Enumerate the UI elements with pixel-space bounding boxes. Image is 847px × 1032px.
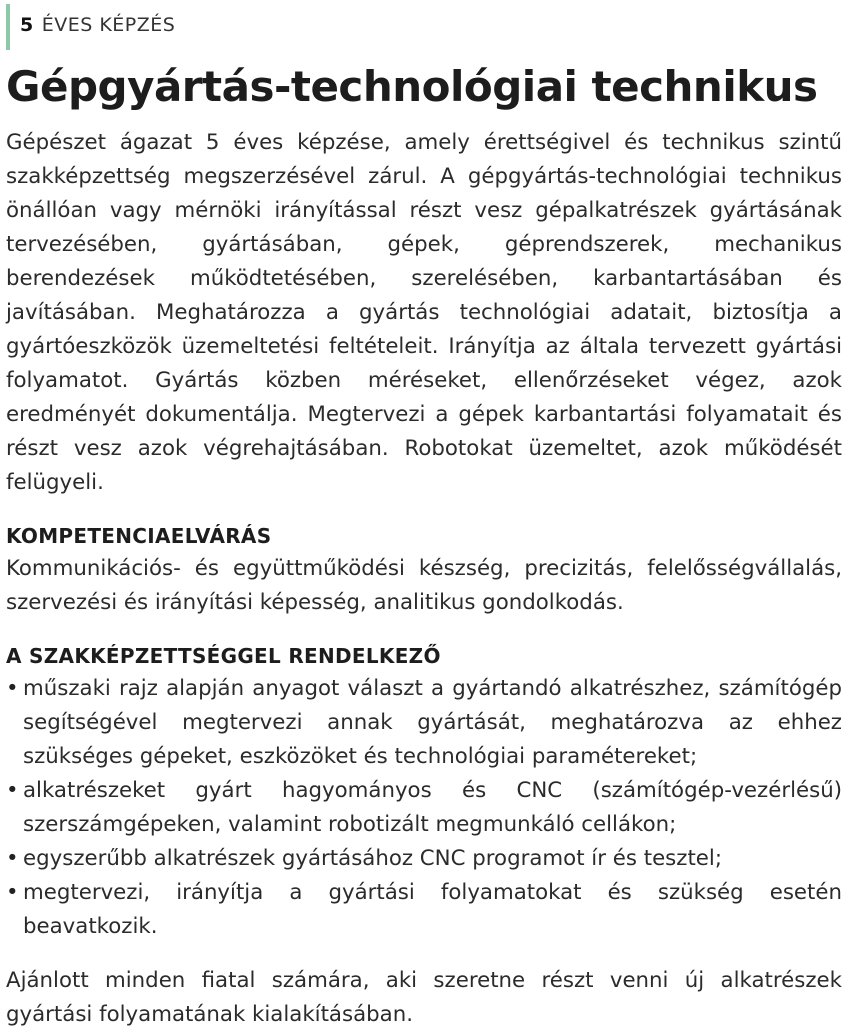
closing-paragraph: Ajánlott minden fiatal számára, aki szeretne részt venni új alkatrészek gyártási folyamatának kialakításában. <box>6 968 842 1027</box>
tag-accent-bar <box>6 4 10 50</box>
list-item: • egyszerűbb alkatrészek gyártásához CNC programot ír és tesztel; <box>6 842 842 876</box>
document-page <box>6 0 842 1032</box>
qualification-heading: A SZAKKÉPZETTSÉGGEL RENDELKEZŐ <box>6 644 441 668</box>
tag-number: 5 <box>20 14 34 36</box>
qualification-list <box>6 672 842 944</box>
list-item: • megtervezi, irányítja a gyártási folyamatokat és szükség esetén beavatkozik. <box>6 876 842 944</box>
list-item: • alkatrészeket gyárt hagyományos és CNC (számítógép-vezérlésű) szerszámgépeken, valamint robotizált megmunkáló cellákon; <box>6 774 842 842</box>
intro-paragraph: Gépészet ágazat 5 éves képzése, amely érettségivel és technikus szintű szakképzettség megszerzésével zárul. A gépgyártás-technológiai technikus önállóan vagy mérnöki irányítással részt vesz gépalkatrészek gyártásának tervezésében, gyártásában, gépek, géprendszerek, mechanikus berendezések működtetésében, szerelésében, karbantartásában és javításában. Meghatározza a gyártás technológiai adatait, biztosítja a gyártóeszközök üzemeltetési feltételeit. Irányítja az általa tervezett gyártási folyamatot. Gyártás közben méréseket, ellenőrzéseket végez, azok eredményét dokumentálja. Megtervezi a gépek karbantartási folyamatait és részt vesz azok végrehajtásában. Robotokat üzemeltet, azok működését felügyeli. <box>6 130 842 495</box>
competence-heading: KOMPETENCIAELVÁRÁS <box>6 524 272 548</box>
list-item: • műszaki rajz alapján anyagot választ a gyártandó alkatrészhez, számítógép segítségével megtervezi annak gyártását, meghatározva az ehhez szükséges gépeket, eszközöket és technológiai paramétereket; <box>6 672 842 774</box>
page-title: Gépgyártás-technológiai technikus <box>6 62 818 111</box>
competence-paragraph: Kommunikációs- és együttműködési készség, precizitás, felelősségvállalás, szervezési és irányítási képesség, analitikus gondolkodás. <box>6 556 842 615</box>
tag-text <box>20 14 175 36</box>
tag-label: ÉVES KÉPZÉS <box>41 14 176 36</box>
category-tag <box>6 0 842 50</box>
